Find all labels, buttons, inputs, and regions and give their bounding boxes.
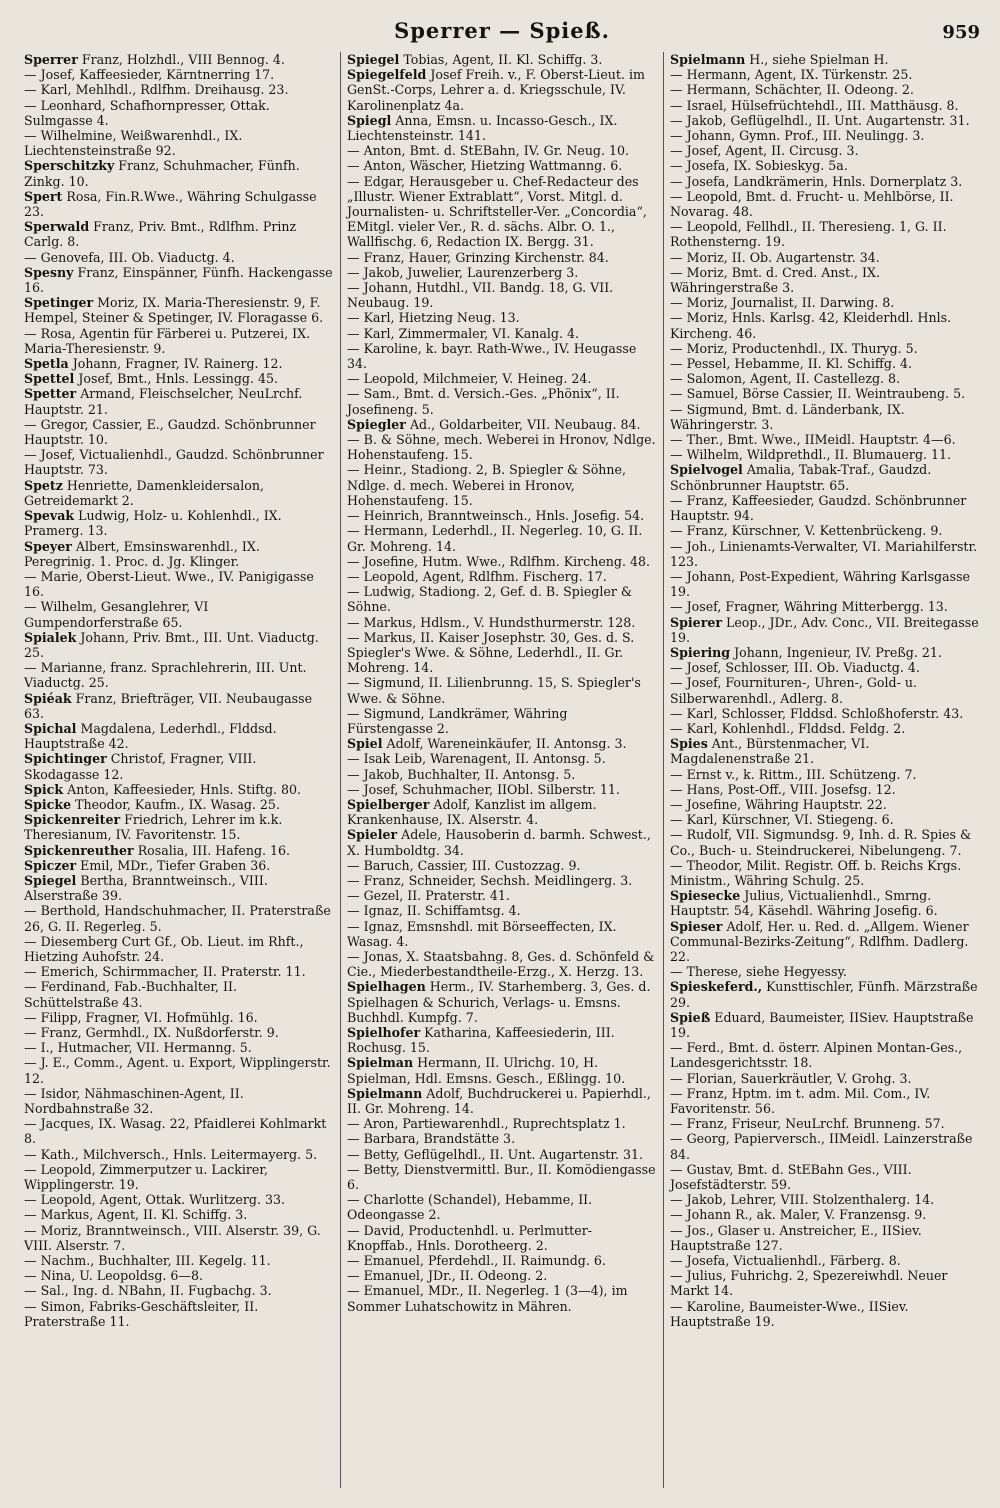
directory-entry: — Johann R., ak. Maler, V. Franzensg. 9. <box>670 1207 927 1223</box>
directory-entry: — Karl, Mehlhdl., Rdlfhm. Dreihausg. 23. <box>24 82 289 98</box>
directory-entry: Sperwald Franz, Priv. Bmt., Rdlfhm. Prinz Carlg. 8. <box>24 219 297 250</box>
directory-entry: — Karoline, Baumeister-Wwe., IISiev. Hauptstraße 19. <box>670 1298 909 1329</box>
directory-entry: — Johann, Post-Expedient, Währing Karlsgasse 19. <box>670 568 970 600</box>
directory-entry: Spert Rosa, Fin.R.Wwe., Währing Schulgasse 23. <box>24 188 317 220</box>
directory-entry: — Aron, Partiewarenhdl., Ruprechtsplatz 1. <box>347 1116 626 1132</box>
directory-entry: Spicke Theodor, Kaufm., IX. Wasag. 25. <box>24 796 280 812</box>
directory-entry: — Josefine, Hutm. Wwe., Rdlfhm. Kircheng. 48. <box>347 553 650 569</box>
directory-entry: — Betty, Geflügelhdl., II. Unt. Augartenstr. 31. <box>347 1146 644 1162</box>
directory-entry: — Genovefa, III. Ob. Viaductg. 4. <box>24 249 235 265</box>
directory-entry: — Franz, Friseur, NeuLrchf. Brunneng. 57. <box>670 1116 945 1132</box>
directory-entry: — Emanuel, Pferdehdl., II. Raimundg. 6. <box>347 1253 606 1269</box>
directory-entry: Spiéak Franz, Briefträger, VII. Neubaugasse 63. <box>24 690 313 721</box>
directory-entry: — Josef, Kaffeesieder, Kärntnerring 17. <box>24 67 275 83</box>
directory-entry: — Franz, Hptm. im t. adm. Mil. Com., IV. Favoritenstr. 56. <box>670 1085 931 1117</box>
directory-entry: Spesny Franz, Einspänner, Fünfh. Hackengasse 16. <box>24 264 333 296</box>
directory-entry: Spieser Adolf, Her. u. Red. d. „Allgem. Wiener Communal-Bezirks-Zeitung“, Rdlfhm. Dadlerg. 22. <box>670 918 969 964</box>
directory-entry: — Leopold, Zimmerputzer u. Lackirer, Wipplingerstr. 19. <box>24 1161 269 1193</box>
directory-entry: Spettel Josef, Bmt., Hnls. Lessingg. 45. <box>24 371 279 387</box>
directory-entry: — Josef, Victualienhdl., Gaudzd. Schönbrunner Hauptstr. 73. <box>24 447 324 478</box>
directory-entry: — Pessel, Hebamme, II. Kl. Schiffg. 4. <box>670 356 912 372</box>
directory-entry: — Anton, Bmt. d. StEBahn, IV. Gr. Neug. 10. <box>347 143 630 159</box>
directory-entry: — Filipp, Fragner, VI. Hofmühlg. 16. <box>24 1009 258 1025</box>
column-middle <box>341 52 664 1488</box>
directory-entry: — Franz, Kürschner, V. Kettenbrückeng. 9. <box>670 523 943 539</box>
directory-entry: — Leopold, Agent, Ottak. Wurlitzerg. 33. <box>24 1192 286 1208</box>
directory-entry: — Sigmund, Landkrämer, Währing Fürstengasse 2. <box>347 705 568 736</box>
directory-entry: — Johann, Hutdhl., VII. Bandg. 18, G. VII. Neubaug. 19. <box>347 280 614 311</box>
directory-entry: — Berthold, Handschuhmacher, II. Praterstraße 26, G. II. Regerleg. 5. <box>24 903 331 934</box>
directory-entry: — Ignaz, Emsnshdl. mit Börseeffecten, IX. Wasag. 4. <box>347 918 617 949</box>
directory-entry: — Rudolf, VII. Sigmundsg. 9, Inh. d. R. Spies & Co., Buch- u. Steindruckerei, Nibelungeng. 7. <box>670 827 972 858</box>
directory-entry: — Josefa, Landkrämerin, Hnls. Dornerplatz 3. <box>670 173 963 189</box>
directory-entry: Sperrer Franz, Holzhdl., VIII Bennog. 4. <box>24 52 285 67</box>
directory-entry: Spieß Eduard, Baumeister, IISiev. Hauptstraße 19. <box>670 1009 974 1040</box>
directory-entry: — Ignaz, II. Schiffamtsg. 4. <box>347 903 521 919</box>
directory-entry: — Israel, Hülsefrüchtehdl., III. Matthäusg. 8. <box>670 97 959 113</box>
directory-entry: — Leopold, Milchmeier, V. Heineg. 24. <box>347 371 592 387</box>
running-head: Sperrer — Spieß. <box>394 18 610 43</box>
column-left <box>18 52 341 1488</box>
directory-entry: — Salomon, Agent, II. Castellezg. 8. <box>670 371 901 387</box>
directory-entry: — B. & Söhne, mech. Weberei in Hronov, Ndlge. Hohenstaufeng. 15. <box>347 432 656 463</box>
directory-entry: — Nina, U. Leopoldsg. 6—8. <box>24 1268 204 1284</box>
directory-entry: — David, Productenhdl. u. Perlmutter-Knopffab., Hnls. Dorotheerg. 2. <box>347 1222 592 1253</box>
directory-entry: — Rosa, Agentin für Färberei u. Putzerei, IX. Maria-Theresienstr. 9. <box>24 325 311 356</box>
directory-entry: — Julius, Fuhrichg. 2, Spezereiwhdl. Neuer Markt 14. <box>670 1268 948 1299</box>
directory-entry: — Franz, Schneider, Sechsh. Meidlingerg. 3. <box>347 872 633 888</box>
directory-entry: — Hermann, Lederhdl., II. Negerleg. 10, G. II. Gr. Mohreng. 14. <box>347 523 643 554</box>
directory-entry: Spielhofer Katharina, Kaffeesiederin, III. Rochusg. 15. <box>347 1025 615 1056</box>
directory-entry: — Ther., Bmt. Wwe., IIMeidl. Hauptstr. 4—6. <box>670 432 956 448</box>
directory-entry: — Josef, Agent, II. Circusg. 3. <box>670 143 859 159</box>
directory-entry: — Joh., Linienamts-Verwalter, VI. Mariahilferstr. 123. <box>670 538 978 569</box>
directory-entry: Spieler Adele, Hausoberin d. barmh. Schwest., X. Humboldtg. 34. <box>347 827 651 858</box>
directory-entry: Spialek Johann, Priv. Bmt., III. Unt. Viaductg. 25. <box>24 629 319 660</box>
directory-entry: — Therese, siehe Hegyessy. <box>670 964 847 980</box>
directory-entry: — Jakob, Buchhalter, II. Antonsg. 5. <box>347 766 576 782</box>
directory-entry: — Sigmund, II. Lilienbrunng. 15, S. Spiegler's Wwe. & Söhne. <box>347 675 641 706</box>
directory-entry: — Josef, Schlosser, III. Ob. Viaductg. 4. <box>670 660 920 676</box>
directory-entry: — Karl, Kürschner, VI. Stiegeng. 6. <box>670 812 894 828</box>
directory-entry: Spiegler Ad., Goldarbeiter, VII. Neubaug. 84. <box>347 416 641 432</box>
directory-entry: — Johann, Gymn. Prof., III. Neulingg. 3. <box>670 128 925 144</box>
directory-entry: — Josefa, Victualienhdl., Färberg. 8. <box>670 1253 901 1269</box>
directory-entry: — J. E., Comm., Agent. u. Export, Wipplingerstr. 12. <box>24 1055 331 1086</box>
directory-entry: Spieskeferd., Kunsttischler, Fünfh. Märzstraße 29. <box>670 979 978 1010</box>
directory-entry: — Simon, Fabriks-Geschäftsleiter, II. Praterstraße 11. <box>24 1298 259 1329</box>
directory-entry: — Kath., Milchversch., Hnls. Leitermayerg. 5. <box>24 1146 318 1162</box>
directory-entry: — Wilhelmine, Weißwarenhdl., IX. Liechtensteinstraße 92. <box>24 128 243 159</box>
directory-entry: — Sam., Bmt. d. Versich.-Ges. „Phönix“, II. Josefineng. 5. <box>347 386 620 417</box>
directory-entry: — Josef, Fragner, Währing Mitterbergg. 13. <box>670 599 948 615</box>
directory-entry: Spetz Henriette, Damenkleidersalon, Getreidemarkt 2. <box>24 477 265 508</box>
directory-entry: — Ferd., Bmt. d. österr. Alpinen Montan-Ges., Landesgerichtsstr. 18. <box>670 1040 963 1071</box>
directory-entry: — Josef, Fournituren-, Uhren-, Gold- u. Silberwarenhdl., Adlerg. 8. <box>670 675 917 706</box>
directory-entry: — Moriz, II. Ob. Augartenstr. 34. <box>670 249 880 265</box>
directory-entry: — Hans, Post-Off., VIII. Josefsg. 12. <box>670 781 896 797</box>
directory-entry: Spiel Adolf, Wareneinkäufer, II. Antonsg. 3. <box>347 736 627 752</box>
directory-entry: Spierer Leop., JDr., Adv. Conc., VII. Breitegasse 19. <box>670 614 979 645</box>
directory-entry: — Ferdinand, Fab.-Buchhalter, II. Schüttelstraße 43. <box>24 979 238 1010</box>
directory-entry: — Betty, Dienstvermittl. Bur., II. Komödiengasse 6. <box>347 1161 656 1193</box>
page-number: 959 <box>942 22 980 43</box>
directory-entry: Spiczer Emil, MDr., Tiefer Graben 36. <box>24 857 271 873</box>
directory-entry: — Ludwig, Stadiong. 2, Gef. d. B. Spiegler & Söhne. <box>347 584 633 615</box>
directory-entry: — Markus, II. Kaiser Josephstr. 30, Ges. d. S. Spiegler's Wwe. & Söhne, Lederhdl., II. Gr. Mohreng. 14. <box>347 629 635 676</box>
directory-entry: — Barbara, Brandstätte 3. <box>347 1131 516 1147</box>
directory-entry: Spielvogel Amalia, Tabak-Traf., Gaudzd. Schönbrunner Hauptstr. 65. <box>670 462 932 493</box>
directory-entry: — Hermann, Schächter, II. Odeong. 2. <box>670 82 914 98</box>
directory-entry: Spielberger Adolf, Kanzlist im allgem. Krankenhause, IX. Alserstr. 4. <box>347 796 597 828</box>
directory-entry: Spichtinger Christof, Fragner, VIII. Skodagasse 12. <box>24 751 257 782</box>
directory-entry: — Isidor, Nähmaschinen-Agent, II. Nordbahnstraße 32. <box>24 1085 244 1117</box>
directory-entry: — Theodor, Milit. Registr. Off. b. Reichs Krgs. Ministm., Währing Schulg. 25. <box>670 857 962 888</box>
directory-entry: — Karl, Hietzing Neug. 13. <box>347 310 520 326</box>
directory-entry: — Emerich, Schirmmacher, II. Praterstr. 11. <box>24 964 306 980</box>
directory-entry: Sperschitzky Franz, Schuhmacher, Fünfh. Zinkg. 10. <box>24 158 300 189</box>
directory-entry: Spiegl Anna, Emsn. u. Incasso-Gesch., IX. Liechtensteinstr. 141. <box>347 112 618 144</box>
directory-entry: Spielmann H., siehe Spielman H. <box>670 52 889 67</box>
directory-entry: — Jos., Glaser u. Anstreicher, E., IISiev. Hauptstraße 127. <box>670 1222 922 1253</box>
directory-entry: — Gezel, II. Praterstr. 41. <box>347 888 510 904</box>
directory-entry: — Leopold, Fellhdl., II. Theresieng. 1, G. II. Rothensterng. 19. <box>670 219 947 250</box>
directory-entry: — Moriz, Productenhdl., IX. Thuryg. 5. <box>670 340 918 356</box>
directory-entry: — Gustav, Bmt. d. StEBahn Ges., VIII. Josefstädterstr. 59. <box>670 1161 912 1193</box>
directory-entry: — Sal., Ing. d. NBahn, II. Fugbachg. 3. <box>24 1283 272 1299</box>
directory-entry: — Jonas, X. Staatsbahng. 8, Ges. d. Schönfeld & Cie., Miederbestandtheile-Erzg., X. Herzg. 13. <box>347 948 655 980</box>
directory-entry: — Jakob, Juwelier, Laurenzerberg 3. <box>347 264 579 280</box>
directory-entry: Spevak Ludwig, Holz- u. Kohlenhdl., IX. Pramerg. 13. <box>24 508 282 539</box>
directory-entry: — Samuel, Börse Cassier, II. Weintraubeng. 5. <box>670 386 966 402</box>
directory-entry: Spichal Magdalena, Lederhdl., Flddsd. Hauptstraße 42. <box>24 720 277 752</box>
directory-entry: — Jakob, Lehrer, VIII. Stolzenthalerg. 14. <box>670 1192 935 1208</box>
directory-entry: Spielman Hermann, II. Ulrichg. 10, H. Spielman, Hdl. Emsns. Gesch., Eßlingg. 10. <box>347 1055 626 1086</box>
directory-entry: — Jakob, Geflügelhdl., II. Unt. Augartenstr. 31. <box>670 112 970 128</box>
directory-entry: Spielhagen Herm., IV. Starhemberg. 3, Ges. d. Spielhagen & Schurich, Verlags- u. Emsns. Buchhdl. Kumpfg. 7. <box>347 979 651 1025</box>
directory-entry: — Leonhard, Schafhornpresser, Ottak. Sulmgasse 4. <box>24 97 270 128</box>
directory-entry: Spickenreiter Friedrich, Lehrer im k.k. Theresianum, IV. Favoritenstr. 15. <box>24 812 283 843</box>
directory-entry: — Markus, Agent, II. Kl. Schiffg. 3. <box>24 1207 248 1223</box>
directory-entry: Spiesecke Julius, Victualienhdl., Smrng. Hauptstr. 54, Käsehdl. Währing Josefig. 6. <box>670 888 938 919</box>
directory-entry: — Josefa, IX. Sobieskyg. 5a. <box>670 158 848 174</box>
directory-entry: Spick Anton, Kaffeesieder, Hnls. Stiftg. 80. <box>24 781 302 797</box>
directory-entry: Speyer Albert, Emsinswarenhdl., IX. Peregrinig. 1. Proc. d. Jg. Klinger. <box>24 538 260 569</box>
directory-entry: — Wilhelm, Gesanglehrer, VI Gumpendorferstraße 65. <box>24 599 209 630</box>
directory-entry: — Karoline, k. bayr. Rath-Wwe., IV. Heugasse 34. <box>347 340 637 372</box>
directory-entry: — Sigmund, Bmt. d. Länderbank, IX. Währingerstr. 3. <box>670 401 905 432</box>
directory-entry: — Moriz, Bmt. d. Cred. Anst., IX. Währingerstraße 3. <box>670 264 880 296</box>
directory-entry: — Isak Leib, Warenagent, II. Antonsg. 5. <box>347 751 606 767</box>
directory-entry: — Leopold, Bmt. d. Frucht- u. Mehlbörse, II. Novarag. 48. <box>670 188 954 220</box>
directory-entry: — Franz, Kaffeesieder, Gaudzd. Schönbrunner Hauptstr. 94. <box>670 492 967 524</box>
directory-entry: — Jacques, IX. Wasag. 22, Pfaidlerei Kohlmarkt 8. <box>24 1116 327 1147</box>
directory-entry: — Franz, Hauer, Grinzing Kirchenstr. 84. <box>347 249 609 265</box>
column-right <box>664 52 986 1488</box>
directory-entry: — Marie, Oberst-Lieut. Wwe., IV. Panigigasse 16. <box>24 568 314 600</box>
directory-entry: Spiegelfeld Josef Freih. v., F. Oberst-Lieut. im GenSt.-Corps, Lehrer a. d. Kriegsschule, IV. Karolinenplatz 4a. <box>347 67 645 113</box>
directory-entry: — Ernst v., k. Rittm., III. Schützeng. 7. <box>670 766 917 782</box>
directory-entry: — Heinrich, Branntweinsch., Hnls. Josefig. 54. <box>347 508 645 524</box>
directory-entry: — Leopold, Agent, Rdlfhm. Fischerg. 17. <box>347 568 607 584</box>
directory-entry: — Karl, Kohlenhdl., Flddsd. Feldg. 2. <box>670 720 906 736</box>
directory-entry: — Gregor, Cassier, E., Gaudzd. Schönbrunner Hauptstr. 10. <box>24 416 316 448</box>
directory-entry: — Wilhelm, Wildprethdl., II. Blumauerg. 11. <box>670 447 952 463</box>
directory-entry: Spiegel Bertha, Branntweinsch., VIII. Alserstraße 39. <box>24 872 268 904</box>
directory-entry: — Karl, Schlosser, Flddsd. Schloßhoferstr. 43. <box>670 705 964 721</box>
directory-entry: Spiegel Tobias, Agent, II. Kl. Schiffg. 3. <box>347 52 603 67</box>
directory-entry: — Diesemberg Curt Gf., Ob. Lieut. im Rhft., Hietzing Auhofstr. 24. <box>24 933 304 964</box>
directory-entry: — Hermann, Agent, IX. Türkenstr. 25. <box>670 67 913 83</box>
directory-entry: Spickenreuther Rosalia, III. Hafeng. 16. <box>24 842 291 858</box>
directory-entry: — Moriz, Branntweinsch., VIII. Alserstr. 39, G. VIII. Alserstr. 7. <box>24 1222 321 1253</box>
directory-entry: — Heinr., Stadiong. 2, B. Spiegler & Söhne, Ndlge. d. mech. Weberei in Hronov, Hohenstaufeng. 15. <box>347 462 626 508</box>
directory-entry: — Marianne, franz. Sprachlehrerin, III. Unt. Viaductg. 25. <box>24 660 307 691</box>
directory-entry: — Josefine, Währing Hauptstr. 22. <box>670 796 887 812</box>
directory-entry: — Charlotte (Schandel), Hebamme, II. Odeongasse 2. <box>347 1192 593 1223</box>
directory-entry: — Georg, Papierversch., IIMeidl. Lainzerstraße 84. <box>670 1131 973 1162</box>
directory-entry: — Markus, Hdlsm., V. Hundsthurmerstr. 128. <box>347 614 636 630</box>
directory-entry: — Josef, Schuhmacher, IIObl. Silberstr. 11. <box>347 781 620 797</box>
directory-entry: — Franz, Germhdl., IX. Nußdorferstr. 9. <box>24 1025 279 1040</box>
directory-entry: — Emanuel, JDr., II. Odeong. 2. <box>347 1268 548 1284</box>
directory-entry: — Nachm., Buchhalter, III. Kegelg. 11. <box>24 1253 271 1269</box>
directory-entry: — Florian, Sauerkräutler, V. Grohg. 3. <box>670 1070 912 1086</box>
page-header <box>18 12 986 46</box>
directory-entry: Spies Ant., Bürstenmacher, VI. Magdalenenstraße 21. <box>670 736 870 767</box>
directory-entry: Spetinger Moriz, IX. Maria-Theresienstr. 9, F. Hempel, Steiner & Spetinger, IV. Floragasse 6. <box>24 295 324 326</box>
directory-entry: — Edgar, Herausgeber u. Chef-Redacteur des „Illustr. Wiener Extrablatt“, Vorst. Mitgl. d. Journalisten- u. Schriftsteller-Ver. „Concordia“, EMitgl. vieler Ver., R. d. sächs. Albr. O. 1., Wallfischg. 6, Redaction IX. Bergg. 31. <box>347 173 647 250</box>
directory-entry: — Moriz, Hnls. Karlsg. 42, Kleiderhdl. Hnls. Kircheng. 46. <box>670 310 952 341</box>
directory-entry: — Karl, Zimmermaler, VI. Kanalg. 4. <box>347 325 579 341</box>
directory-columns <box>18 52 986 1488</box>
directory-entry: — I., Hutmacher, VII. Hermanng. 5. <box>24 1040 252 1056</box>
directory-entry: — Baruch, Cassier, III. Custozzag. 9. <box>347 857 581 873</box>
directory-entry: — Emanuel, MDr., II. Negerleg. 1 (3—4), im Sommer Luhatschowitz in Mähren. <box>347 1283 628 1314</box>
directory-entry: — Anton, Wäscher, Hietzing Wattmanng. 6. <box>347 158 623 174</box>
directory-entry: Spiering Johann, Ingenieur, IV. Preßg. 21. <box>670 644 942 660</box>
directory-entry: Spielmann Adolf, Buchdruckerei u. Papierhdl., II. Gr. Mohreng. 14. <box>347 1085 651 1117</box>
directory-entry: — Moriz, Journalist, II. Darwing. 8. <box>670 295 895 311</box>
directory-entry: Spetter Armand, Fleischselcher, NeuLrchf. Hauptstr. 21. <box>24 386 303 417</box>
directory-entry: Spetla Johann, Fragner, IV. Rainerg. 12. <box>24 356 283 372</box>
